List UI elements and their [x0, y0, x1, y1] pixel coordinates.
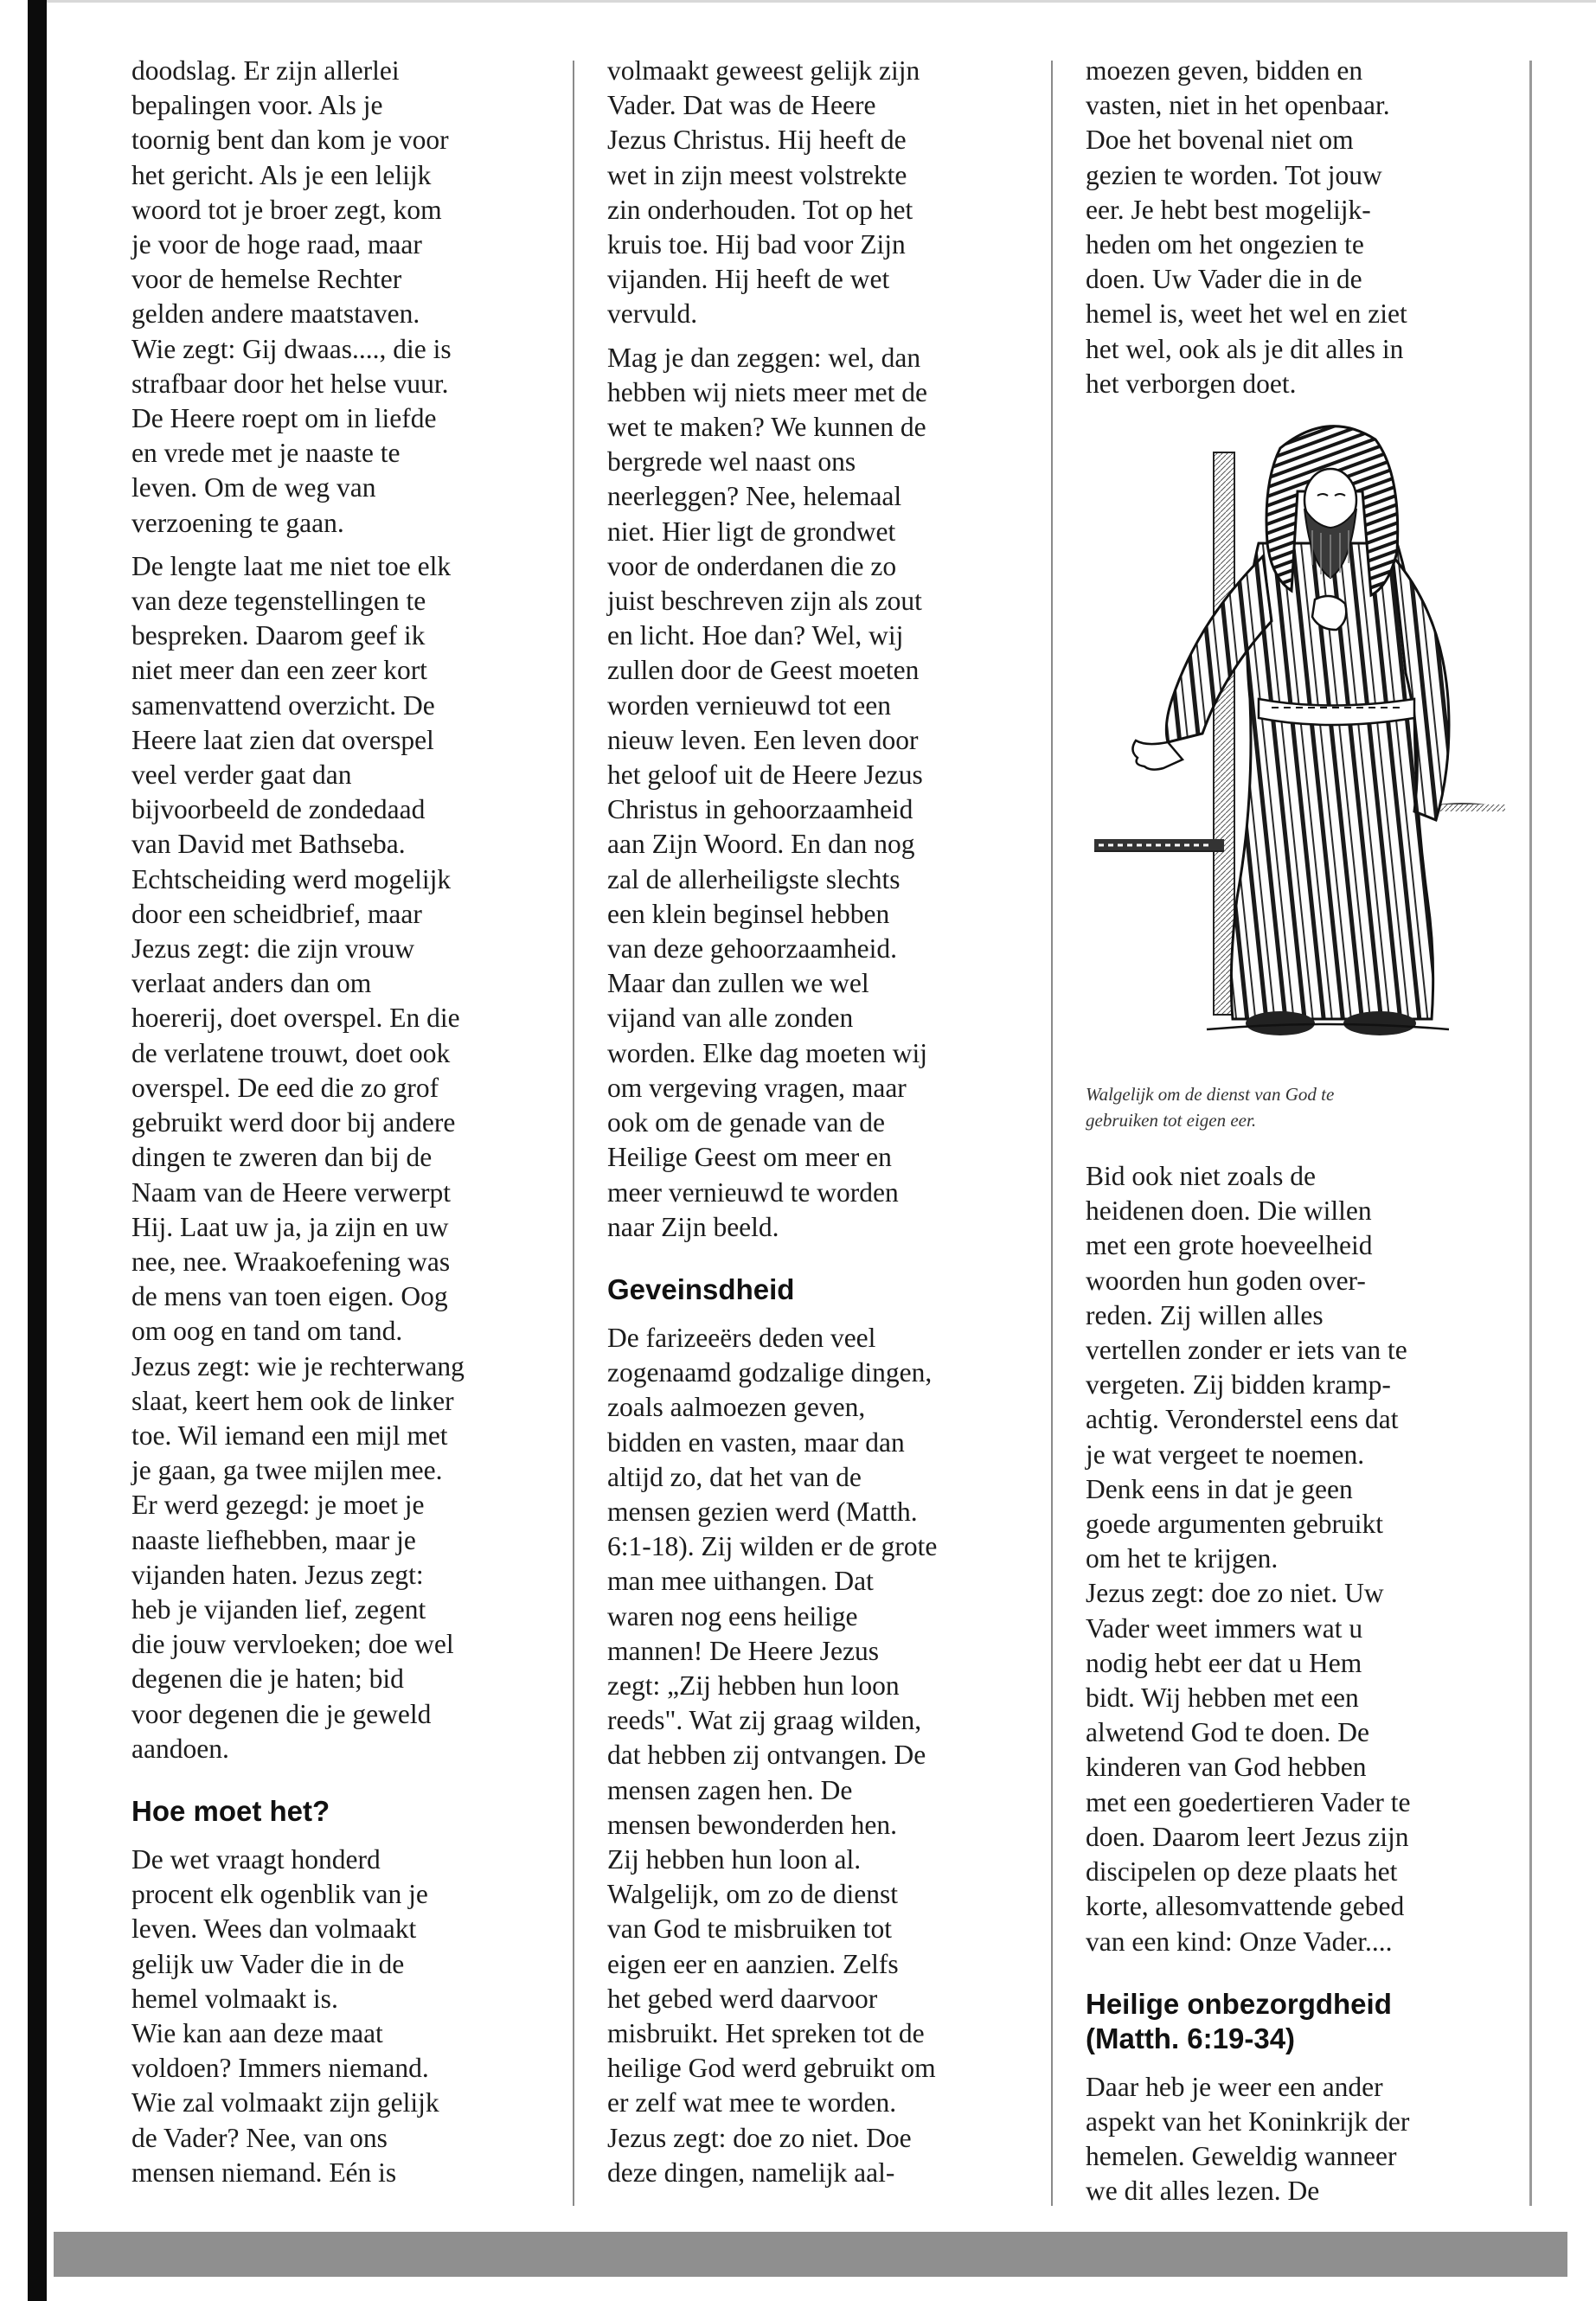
pharisee-figure-icon — [1086, 413, 1514, 1073]
article-column-1 — [131, 54, 554, 2199]
paragraph: doodslag. Er zijn allerlei bepalingen voor. Als je toornig bent dan kom je voor het gericht. Als je een lelijk woord tot je broer zegt, kom je voor de hoge raad, maar voor de hemelse Rechter gelden andere maatstaven. Wie zegt: Gij dwaas...., die is strafbaar door het helse vuur. De Heere roept om in liefde en vrede met je naaste te leven. Om de weg van verzoening te gaan. — [131, 55, 452, 538]
paragraph: Bid ook niet zoals de heidenen doen. Die willen met een grote hoeveelheid woorden hun goden over- reden. Zij willen alles vertellen zonder er iets van te vergeten. Zij bidden kramp- achtig. Veronderstel eens dat je wat vergeet te noemen. Denk eens in dat je geen goede argumenten gebruikt om het te krijgen. Jezus zegt: doe zo niet. Uw Vader weet immers wat u nodig hebt eer dat u Hem bidt. Wij hebben met een alwetend God te doen. De kinderen van God hebben met een goedertieren Vader te doen. Daarom leert Jezus zijn discipelen op deze plaats het korte, allesomvattende gebed van een kind: Onze Vader.... — [1086, 1161, 1411, 1957]
paragraph: De lengte laat me niet toe elk van deze tegenstellingen te bespreken. Daarom geef ik niet meer dan een zeer kort samenvattend overzicht. De Heere laat zien dat overspel veel verder gaat dan bijvoorbeeld de zondedaad van David met Bathseba. Echtscheiding werd mogelijk door een scheidbrief, maar Jezus zegt: die zijn vrouw verlaat anders dan om hoererij, doet overspel. En die de verlatene trouwt, doet ook overspel. De eed die zo grof gebruikt werd door bij andere dingen te zweren dan bij de Naam van de Heere verwerpt Hij. Laat uw ja, ja zijn en uw nee, nee. Wraakoefening was de mens van toen eigen. Oog om oog en tand om tand. Jezus zegt: wie je rechterwang slaat, keert hem ook de linker toe. Wil iemand een mijl met je gaan, ga twee mijlen mee. Er werd gezegd: je moet je naaste liefhebben, maar je vijanden haten. Jezus zegt: heb je vijanden lief, zegent die jouw vervloeken; doe wel degenen die je haten; bid voor degenen die je geweld aandoen. — [131, 550, 465, 1764]
illustration-caption: Walgelijk om de dienst van God te gebruiken tot eigen eer. — [1086, 1084, 1335, 1131]
section-heading: Hoe moet het? — [131, 1794, 330, 1827]
paragraph: volmaakt geweest gelijk zijn Vader. Dat was de Heere Jezus Christus. Hij heeft de wet in zijn meest volstrekte zin onderhouden. Tot op het kruis toe. Hij bad voor Zijn vijanden. Hij heeft de wet vervuld. — [607, 55, 920, 330]
section-heading: Heilige onbezorgdheid (Matth. 6:19-34) — [1086, 1987, 1392, 2054]
paragraph: De farizeeërs deden veel zogenaamd godzalige dingen, zoals aalmoezen geven, bidden en vasten, maar dan altijd zo, dat het van de mensen gezien werd (Matth. 6:1-18). Zij wilden er de grote man mee uithangen. Dat waren nog eens heilige mannen! De Heere Jezus zegt: „Zij hebben hun loon reeds". Wat zij graag wilden, dat hebben zij ontvangen. De mensen zagen hen. De mensen bewonderden hen. Zij hebben hun loon al. Walgelijk, om zo de dienst van God te misbruiken tot eigen eer en aanzien. Zelfs het gebed werd daarvoor misbruikt. Het spreken tot de heilige God werd gebruikt om er zelf wat mee te worden. Jezus zegt: doe zo niet. Doe deze dingen, namelijk aal- — [607, 1322, 938, 2188]
column-divider — [1051, 61, 1053, 2206]
paragraph: moezen geven, bidden en vasten, niet in het openbaar. Doe het bovenal niet om gezien te worden. Tot jouw eer. Je hebt best mogelijk- heden om het ongezien te doen. Uw Vader die in de hemel is, weet het wel en ziet het wel, ook als je dit alles in het verborgen doet. — [1086, 55, 1407, 399]
scan-edge — [28, 0, 47, 2301]
paragraph: De wet vraagt honderd procent elk ogenblik van je leven. Wees dan volmaakt gelijk uw Vader die in de hemel volmaakt is. Wie kan aan deze maat voldoen? Immers niemand. Wie zal volmaakt zijn gelijk de Vader? Nee, van ons mensen niemand. Eén is — [131, 1843, 439, 2188]
paragraph: Daar heb je weer een ander aspekt van het Koninkrijk der hemelen. Geweldig wanneer we dit alles lezen. De — [1086, 2071, 1410, 2207]
paragraph: Mag je dan zeggen: wel, dan hebben wij niets meer met de wet te maken? We kunnen de bergrede wel naast ons neerleggen? Nee, helemaal niet. Hier ligt de grondwet voor de onderdanen die zo juist beschreven zijn als zout en licht. Hoe dan? Wel, wij zullen door de Geest moeten worden vernieuwd tot een nieuw leven. Een leven door het geloof uit de Heere Jezus Christus in gehoorzaamheid aan Zijn Woord. En dan nog zal de allerheiligste slechts een klein beginsel hebben van deze gehoorzaamheid. Maar dan zullen we wel vijand van alle zonden worden. Elke dag moeten wij om vergeving vragen, maar ook om de genade van de Heilige Geest om meer en meer vernieuwd te worden naar Zijn beeld. — [607, 342, 928, 1242]
page-footer-band — [54, 2232, 1567, 2277]
column-divider — [573, 61, 574, 2206]
article-column-2 — [607, 54, 1029, 2199]
section-heading: Geveinsdheid — [607, 1272, 795, 1305]
right-border-rule — [1529, 61, 1532, 2206]
pharisee-illustration — [1086, 413, 1514, 1073]
top-rule — [47, 0, 1596, 3]
article-column-3 — [1086, 54, 1514, 2218]
